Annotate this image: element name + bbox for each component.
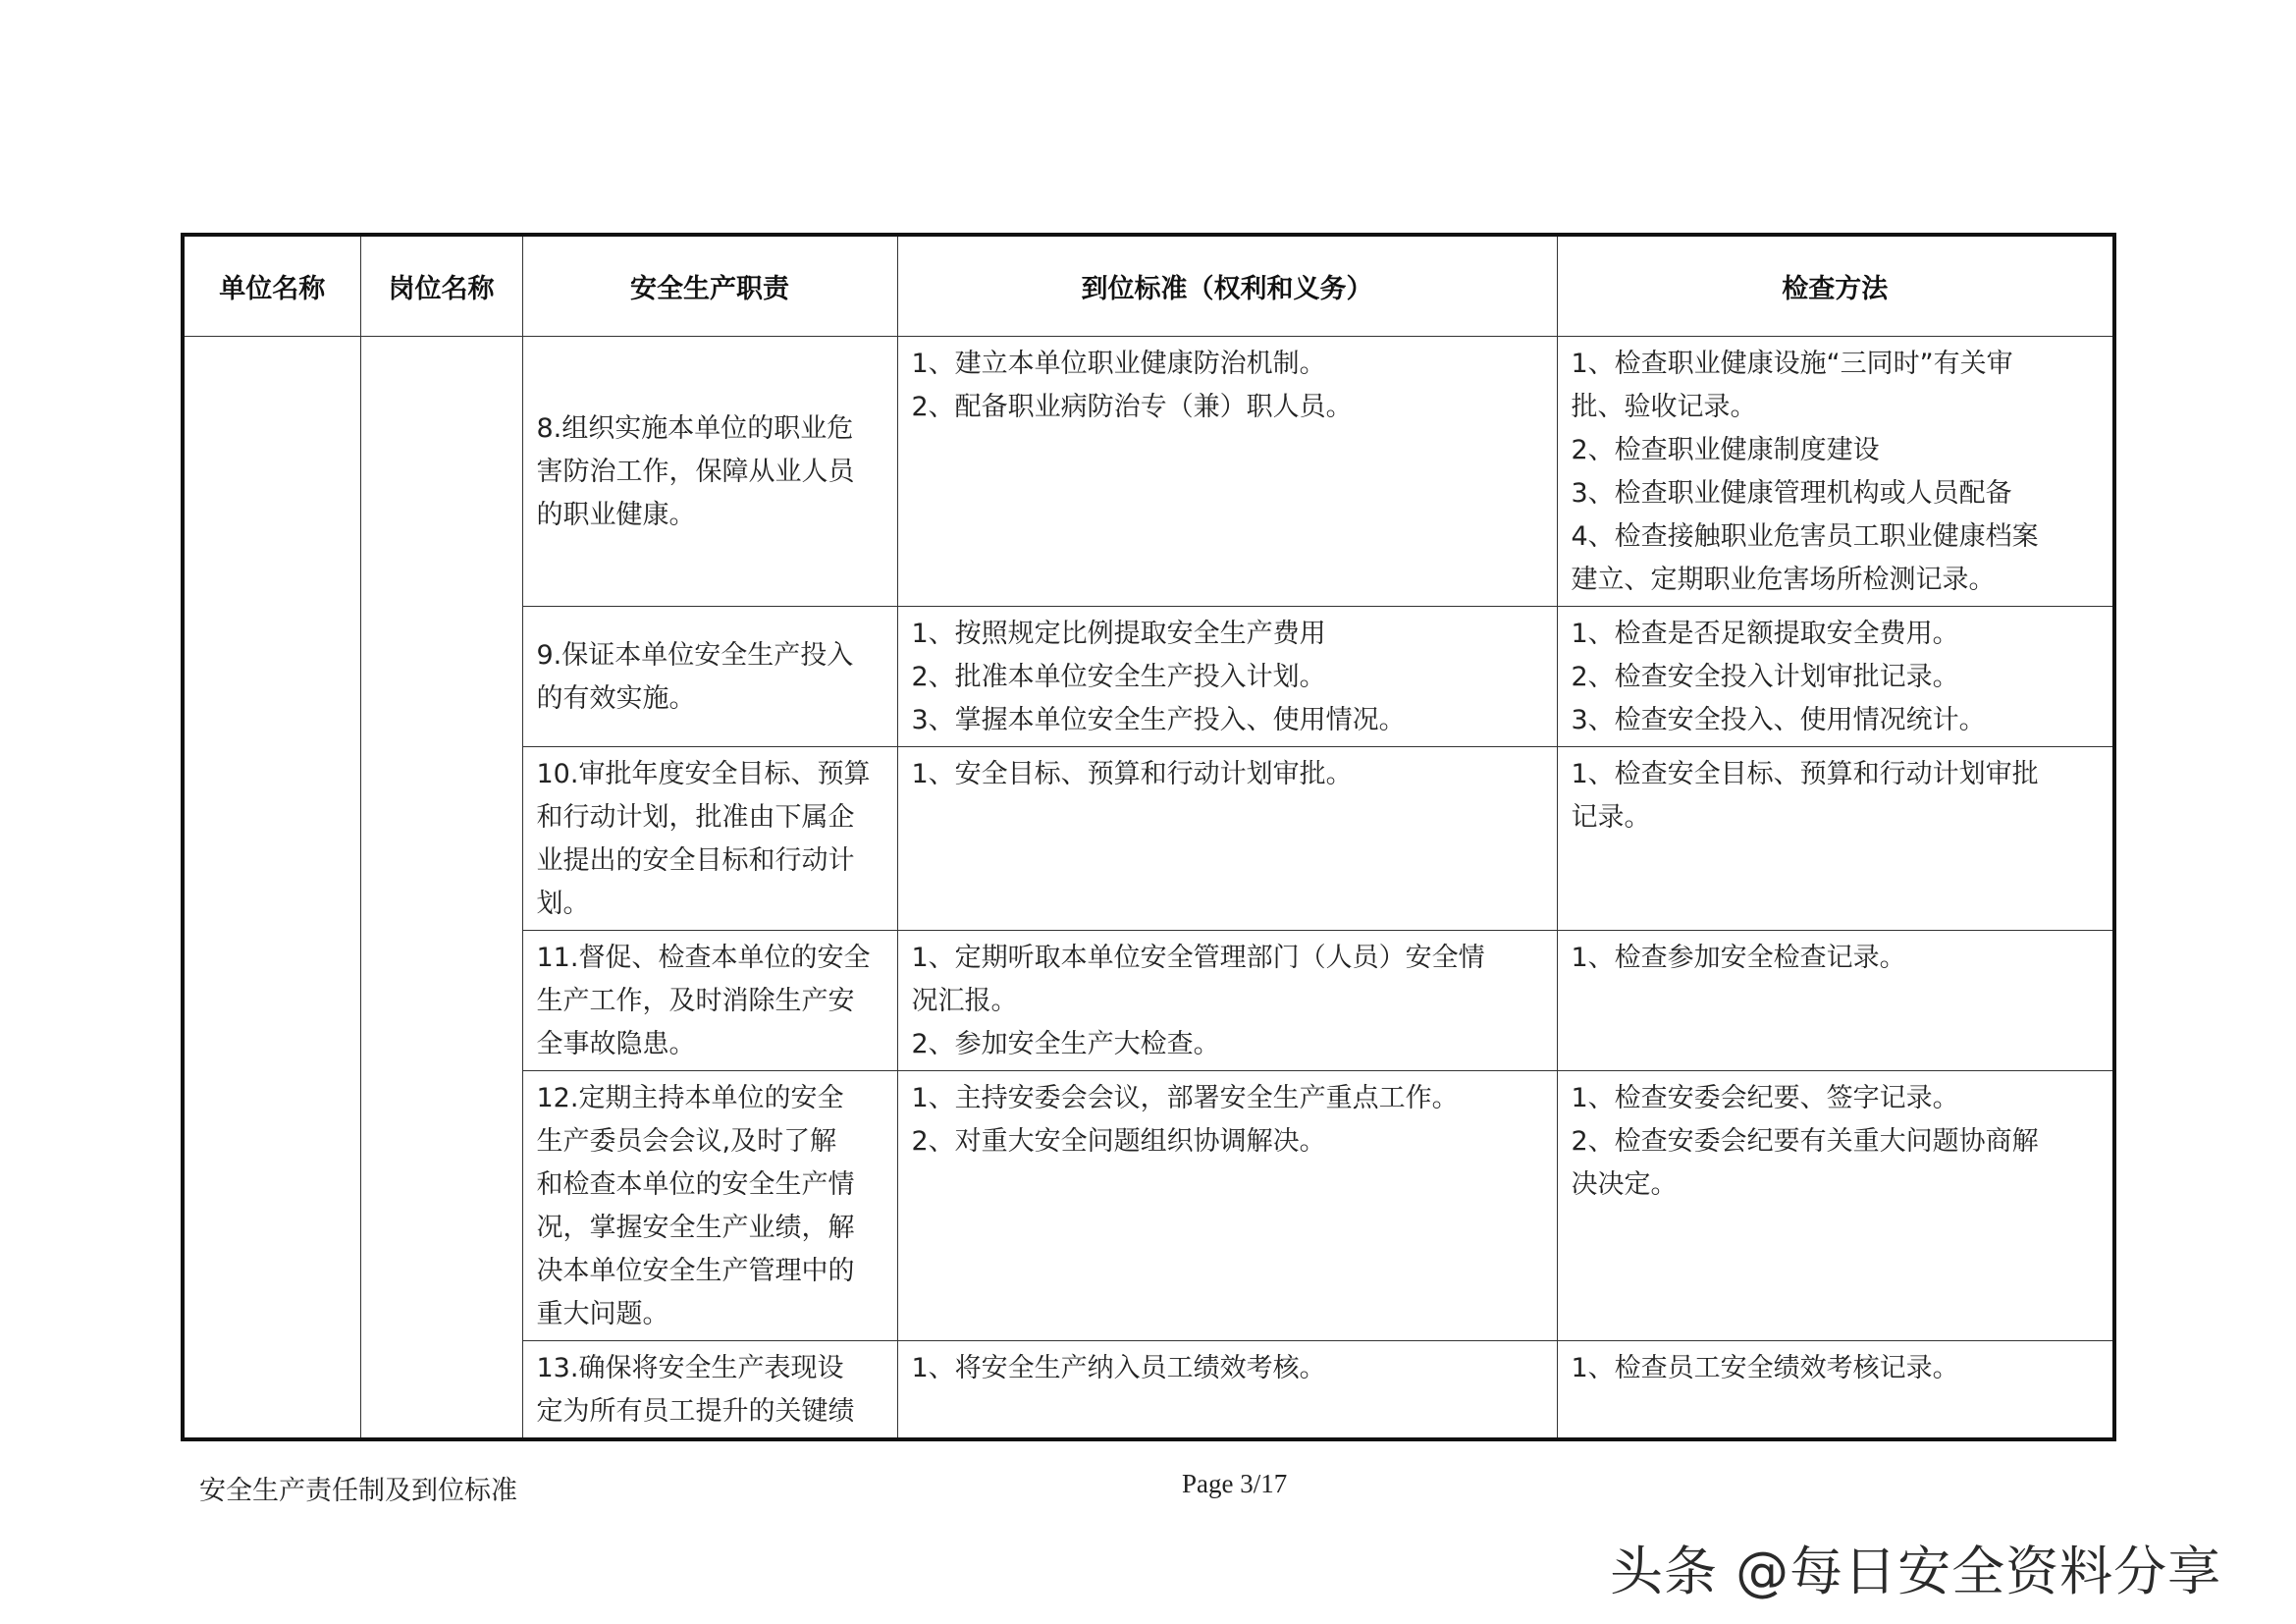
- duty-line: 8.组织实施本单位的职业危: [536, 413, 854, 444]
- duty-line: 的职业健康。: [536, 500, 696, 530]
- header-standard: 到位标准（权利和义务）: [897, 235, 1557, 337]
- standard-line: 2、批准本单位安全生产投入计划。: [911, 662, 1326, 692]
- standard-cell: [897, 607, 1557, 747]
- standard-cell: [897, 1071, 1557, 1341]
- standard-line: 3、掌握本单位安全生产投入、使用情况。: [911, 705, 1406, 735]
- duty-line: 决本单位安全生产管理中的: [536, 1256, 855, 1286]
- duty-cell: [522, 1071, 897, 1341]
- check-cell: [1557, 931, 2114, 1071]
- check-line: 记录。: [1571, 802, 1651, 833]
- check-line: 3、检查职业健康管理机构或人员配备: [1571, 478, 2012, 509]
- check-line: 1、检查职业健康设施“三同时”有关审: [1571, 349, 2013, 379]
- check-line: 建立、定期职业危害场所检测记录。: [1571, 565, 1996, 595]
- table-row: [183, 337, 2114, 607]
- duty-line: 划。: [536, 889, 590, 919]
- duty-cell: [522, 1341, 897, 1440]
- watermark: 头条 @每日安全资料分享: [1610, 1541, 2222, 1602]
- check-cell: [1557, 607, 2114, 747]
- footer-page-number: Page 3/17: [1182, 1469, 1288, 1498]
- check-line: 2、检查安委会纪要有关重大问题协商解: [1571, 1126, 2039, 1157]
- standard-line: 1、建立本单位职业健康防治机制。: [911, 349, 1326, 379]
- standard-line: 1、定期听取本单位安全管理部门（人员）安全情: [911, 943, 1485, 973]
- standard-cell: [897, 1341, 1557, 1440]
- duty-line: 的有效实施。: [536, 683, 696, 714]
- check-cell: [1557, 747, 2114, 931]
- standard-line: 2、对重大安全问题组织协调解决。: [911, 1126, 1326, 1157]
- duty-line: 和行动计划，批准由下属企: [536, 802, 855, 833]
- standard-cell: [897, 747, 1557, 931]
- standard-cell: [897, 337, 1557, 607]
- duty-line: 况，掌握安全生产业绩，解: [536, 1213, 855, 1243]
- header-check-method: 检查方法: [1557, 235, 2114, 337]
- check-cell: [1557, 337, 2114, 607]
- header-safety-duty: 安全生产职责: [522, 235, 897, 337]
- unit-name-cell: [183, 337, 360, 1440]
- duty-line: 害防治工作，保障从业人员: [536, 457, 855, 487]
- check-cell: [1557, 1341, 2114, 1440]
- duty-line: 全事故隐患。: [536, 1029, 696, 1059]
- duty-cell: [522, 337, 897, 607]
- check-line: 1、检查参加安全检查记录。: [1571, 943, 1906, 973]
- check-line: 1、检查员工安全绩效考核记录。: [1571, 1353, 1959, 1383]
- check-line: 批、验收记录。: [1571, 392, 1757, 422]
- duty-line: 13.确保将安全生产表现设: [536, 1353, 844, 1383]
- check-line: 决决定。: [1571, 1169, 1678, 1200]
- check-cell: [1557, 1071, 2114, 1341]
- check-line: 4、检查接触职业危害员工职业健康档案: [1571, 521, 2039, 552]
- standard-line: 1、安全目标、预算和行动计划审批。: [911, 759, 1353, 789]
- check-line: 2、检查职业健康制度建设: [1571, 435, 1880, 465]
- duty-line: 11.督促、检查本单位的安全: [536, 943, 871, 973]
- check-line: 2、检查安全投入计划审批记录。: [1571, 662, 1959, 692]
- duty-line: 定为所有员工提升的关键绩: [536, 1396, 855, 1427]
- duty-line: 生产委员会会议,及时了解: [536, 1126, 837, 1157]
- check-line: 1、检查是否足额提取安全费用。: [1571, 619, 1959, 649]
- standard-line: 2、参加安全生产大检查。: [911, 1029, 1220, 1059]
- check-line: 1、检查安委会纪要、签字记录。: [1571, 1083, 1959, 1113]
- check-line: 3、检查安全投入、使用情况统计。: [1571, 705, 1986, 735]
- standard-line: 1、按照规定比例提取安全生产费用: [911, 619, 1326, 649]
- duty-line: 12.定期主持本单位的安全: [536, 1083, 844, 1113]
- standard-line: 1、主持安委会会议，部署安全生产重点工作。: [911, 1083, 1459, 1113]
- responsibility-table: [181, 233, 2116, 1441]
- standard-line: 2、配备职业病防治专（兼）职人员。: [911, 392, 1353, 422]
- standard-cell: [897, 931, 1557, 1071]
- footer-document-title: 安全生产责任制及到位标准: [199, 1476, 517, 1506]
- duty-line: 9.保证本单位安全生产投入: [536, 640, 854, 671]
- table-header-row: [183, 235, 2114, 337]
- header-unit-name: 单位名称: [183, 235, 360, 337]
- duty-line: 业提出的安全目标和行动计: [536, 845, 855, 876]
- duty-cell: [522, 931, 897, 1071]
- duty-line: 生产工作，及时消除生产安: [536, 986, 855, 1016]
- duty-line: 和检查本单位的安全生产情: [536, 1169, 855, 1200]
- standard-line: 况汇报。: [911, 986, 1018, 1016]
- check-line: 1、检查安全目标、预算和行动计划审批: [1571, 759, 2039, 789]
- duty-cell: [522, 747, 897, 931]
- duty-line: 10.审批年度安全目标、预算: [536, 759, 871, 789]
- duty-cell: [522, 607, 897, 747]
- duty-line: 重大问题。: [536, 1299, 669, 1329]
- post-name-cell: [360, 337, 522, 1440]
- standard-line: 1、将安全生产纳入员工绩效考核。: [911, 1353, 1326, 1383]
- header-post-name: 岗位名称: [360, 235, 522, 337]
